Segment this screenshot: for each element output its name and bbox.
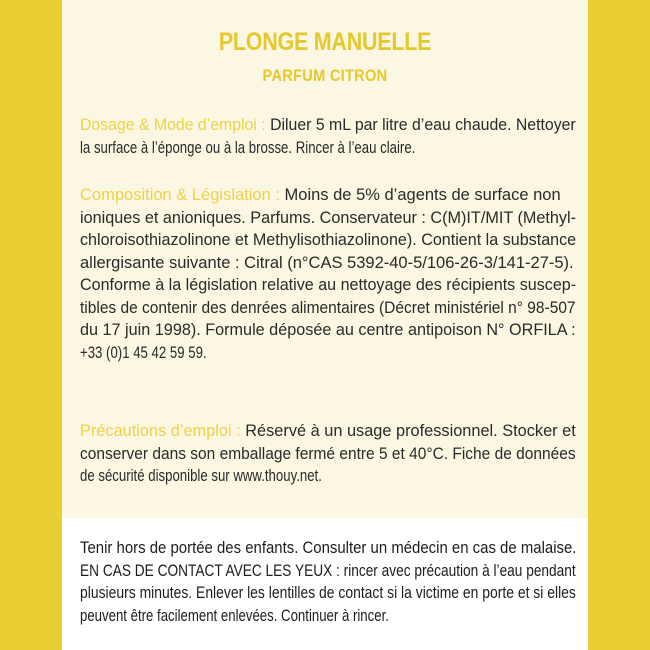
section-text: du 17 juin 1998). Formule déposée au centre antipoison N° ORFILA : [80,321,576,339]
warning-text: plusieurs minutes. Enlever les lentilles de contact si la victime en porte et si elles [80,584,576,602]
section-text: +33 (0)1 45 42 59 59. [80,343,207,362]
text-line [80,297,576,320]
section-text: la surface à l’éponge ou à la brosse. Rincer à l’eau claire. [80,138,416,157]
text-line [80,582,576,605]
right-yellow-band [588,0,650,650]
section-label: Dosage & Mode d’emploi : [80,116,266,134]
section-composition [80,184,576,364]
section-text: tibles de contenir des denrées alimentaires (Décret ministériel n° 98-507 [80,298,576,317]
section-text: allergisante suivante : Citral (n°CAS 5392-40-5/106-26-3/141-27-5). [80,253,574,272]
section-label: Précautions d’emploi : [80,422,241,440]
section-text: ioniques et anioniques. Parfums. Conservateur : C(M)IT/MIT (Methyl- [80,208,576,227]
text-line [80,252,576,275]
warning-text: peuvent être facilement enlevées. Continuer à rincer. [80,606,389,625]
text-line [80,420,576,443]
section-text: Réservé à un usage professionnel. Stocker et [240,422,576,440]
text-line [80,207,576,230]
section-precautions [80,420,576,488]
section-label: Composition & Législation : [80,186,280,204]
text-line [80,114,576,137]
text-line [80,443,576,466]
text-line [80,137,576,160]
section-text: Conforme à la législation relative au nettoyage des récipients suscep- [80,276,577,294]
section-dosage [80,114,576,159]
text-line [80,319,576,342]
warning-text: Tenir hors de portée des enfants. Consulter un médecin en cas de malaise. [80,539,577,557]
section-text: Moins de 5% d’agents de surface non [279,186,561,204]
safety-warning [80,537,576,627]
warning-text: EN CAS DE CONTACT AVEC LES YEUX : rincer avec précaution à l’eau pendant [80,561,576,580]
product-subtitle: PARFUM CITRON [262,66,388,85]
left-yellow-band [0,0,62,650]
text-line [80,274,576,297]
text-line [80,184,576,207]
section-text: chloroisothiazolinone et Methylisothiazolinone). Contient la substance [80,231,577,249]
product-title: PLONGE MANUELLE [218,28,432,56]
text-line [80,605,576,628]
text-line [80,537,576,560]
text-line [80,229,576,252]
section-text: Diluer 5 mL par litre d’eau chaude. Nettoyer [265,116,576,134]
section-text: conserver dans son emballage fermé entre 5 et 40°C. Fiche de données [80,444,576,463]
text-line [80,560,576,583]
text-line [80,342,576,365]
section-text: de sécurité disponible sur www.thouy.net. [80,467,322,485]
text-line [80,465,576,488]
